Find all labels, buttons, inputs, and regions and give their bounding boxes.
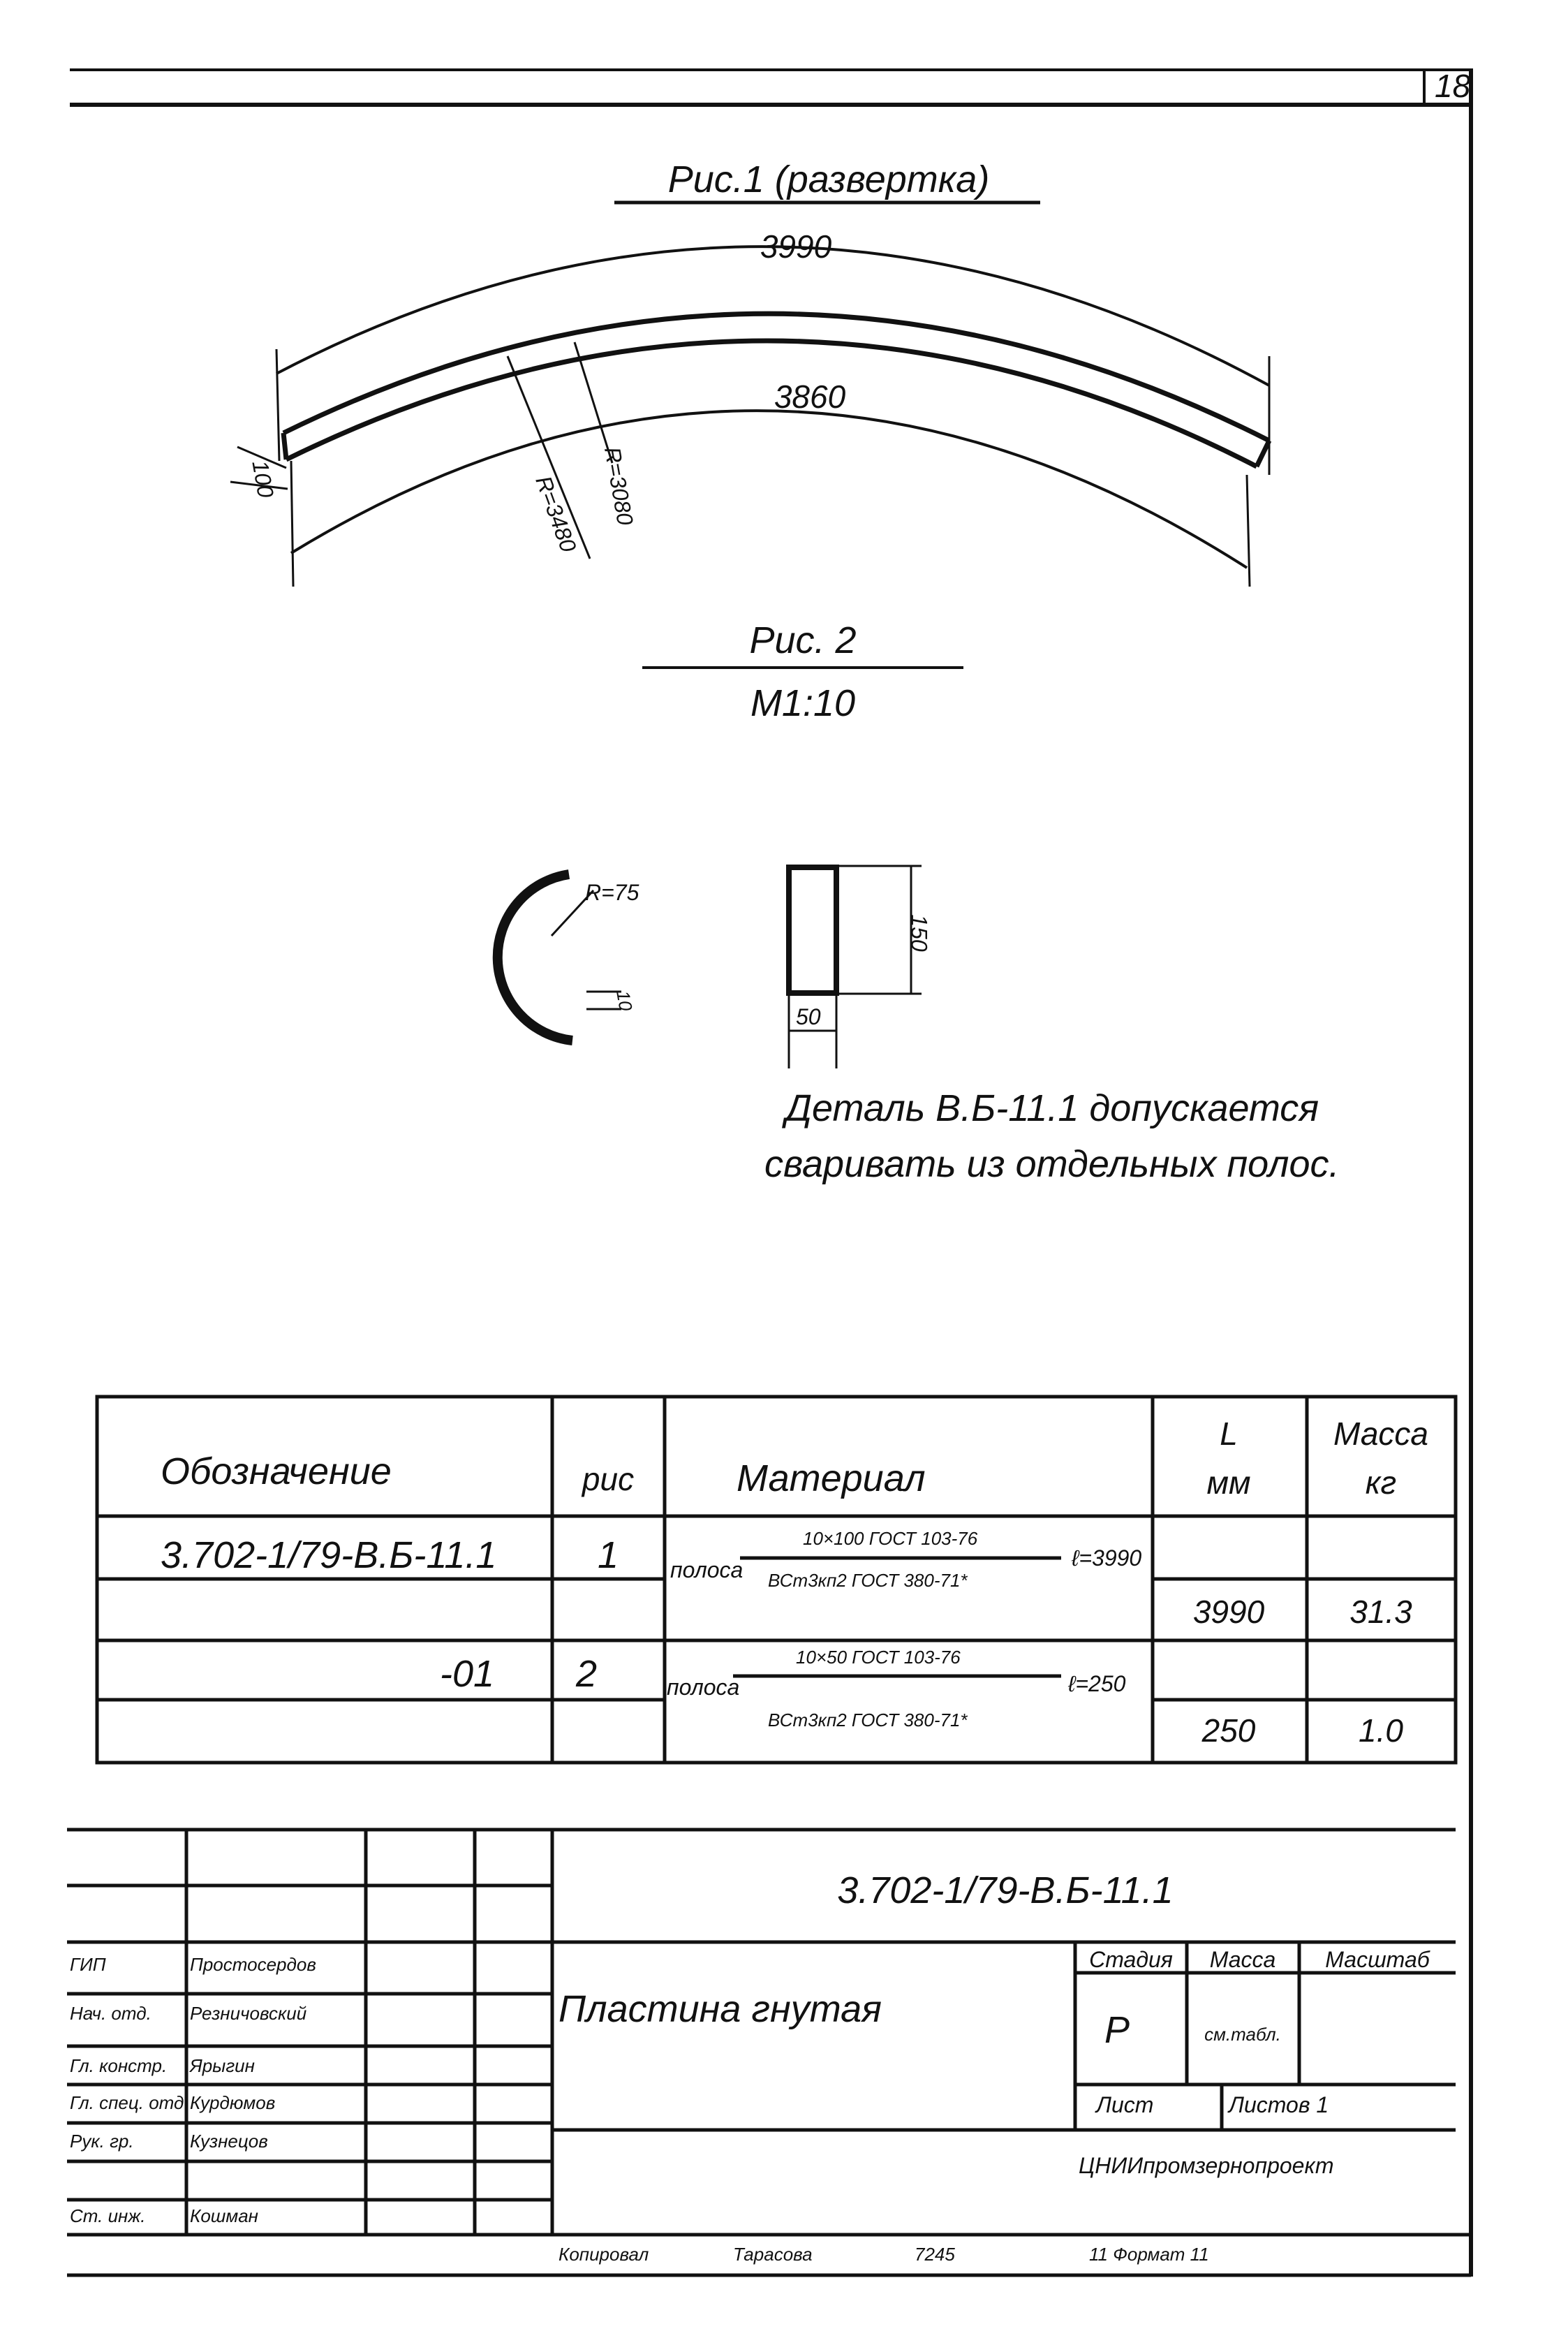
signature-role: Ст. инж.: [70, 2205, 146, 2226]
row-material-prefix: полоса: [670, 1557, 744, 1582]
row-fig: 2: [575, 1653, 598, 1695]
row-length-note: ℓ=3990: [1072, 1545, 1142, 1571]
row-length-note: ℓ=250: [1068, 1671, 1126, 1696]
row-fig: 1: [597, 1534, 619, 1576]
mass-value: см.табл.: [1204, 2024, 1281, 2045]
row-designation: 3.702-1/79-В.Б-11.1: [161, 1534, 497, 1576]
bent-profile-arc: [498, 874, 572, 1041]
row-material-bottom: ВСт3кп2 ГОСТ 380-71*: [768, 1710, 968, 1730]
strip-bottom-edge: [286, 341, 1257, 466]
mass-label: Масса: [1209, 1947, 1276, 1972]
row-material-top: 10×50 ГОСТ 103-76: [796, 1647, 961, 1668]
section-rectangle: [789, 867, 836, 993]
signature-role: Нач. отд.: [70, 2003, 151, 2024]
note-line-1: Деталь В.Б-11.1 допускается: [785, 1087, 1319, 1129]
figure1-dim-outer: 3990: [760, 228, 832, 265]
figure2-height: 150: [906, 914, 932, 952]
row-length: 3990: [1192, 1594, 1265, 1630]
row-designation: -01: [440, 1653, 495, 1695]
row-mass: 1.0: [1359, 1712, 1403, 1749]
figure1-radius-outer: R=3080: [599, 445, 639, 527]
figure1-radius-inner: R=3480: [531, 472, 582, 556]
dimension-arc-inner: [291, 411, 1247, 568]
stage-label: Стадия: [1089, 1947, 1173, 1972]
figure2-radius: R=75: [585, 880, 639, 905]
signature-role: ГИП: [70, 1954, 106, 1975]
document-code: 3.702-1/79-В.Б-11.1: [837, 1869, 1174, 1911]
row-mass: 31.3: [1349, 1594, 1412, 1630]
signature-name: Простосердов: [190, 1954, 316, 1975]
signature-role: Гл. констр.: [70, 2055, 168, 2076]
row-material-prefix: полоса: [667, 1675, 740, 1700]
footer-format: 11 Формат 11: [1089, 2244, 1209, 2265]
signature-role: Гл. спец. отд.: [70, 2092, 189, 2113]
signature-role: Рук. гр.: [70, 2131, 134, 2152]
organization: ЦНИИпромзернопроект: [1079, 2153, 1334, 2178]
figure2-scale: М1:10: [750, 682, 856, 724]
signature-name: Кошман: [190, 2205, 258, 2226]
scale-label: Масштаб: [1325, 1947, 1430, 1972]
figure2-width: 50: [796, 1004, 821, 1029]
figure2-title: Рис. 2: [749, 619, 857, 661]
note-line-2: сваривать из отдельных полос.: [764, 1143, 1340, 1185]
row-material-top: 10×100 ГОСТ 103-76: [803, 1528, 978, 1549]
stage-value: Р: [1104, 2009, 1130, 2051]
header-fig: рис: [582, 1461, 635, 1497]
sheets-label: Листов 1: [1229, 2092, 1329, 2117]
sheet-number: 18: [1435, 68, 1471, 104]
radius-line-outer: [575, 342, 612, 463]
figure1-dim-inner: 3860: [774, 378, 846, 415]
signature-name: Ярыгин: [190, 2055, 255, 2076]
title-block-grid: [67, 1830, 1471, 2275]
signature-name: Резничовский: [190, 2003, 307, 2024]
strip-top-edge: [283, 314, 1269, 441]
signature-name: Кузнецов: [190, 2131, 268, 2152]
document-name: Пластина гнутая: [559, 1988, 882, 2030]
header-material: Материал: [737, 1457, 926, 1499]
footer-copied: Копировал: [559, 2244, 649, 2265]
row-material-bottom: ВСт3кп2 ГОСТ 380-71*: [768, 1570, 968, 1591]
row-length: 250: [1201, 1712, 1256, 1749]
header-mass-unit: кг: [1365, 1464, 1397, 1501]
sheet-label: Лист: [1096, 2092, 1154, 2117]
header-length-unit: мм: [1206, 1464, 1251, 1501]
figure1-thickness: 100: [247, 458, 279, 500]
figure2-thickness: 10: [612, 989, 637, 1013]
header-length: L: [1220, 1416, 1238, 1452]
header-designation: Обозначение: [161, 1450, 392, 1492]
figure1-title: Рис.1 (развертка): [667, 159, 990, 200]
footer-number: 7245: [915, 2244, 955, 2265]
signature-name: Курдюмов: [190, 2092, 276, 2113]
header-mass: Масса: [1333, 1416, 1429, 1452]
footer-name: Тарасова: [733, 2244, 813, 2265]
